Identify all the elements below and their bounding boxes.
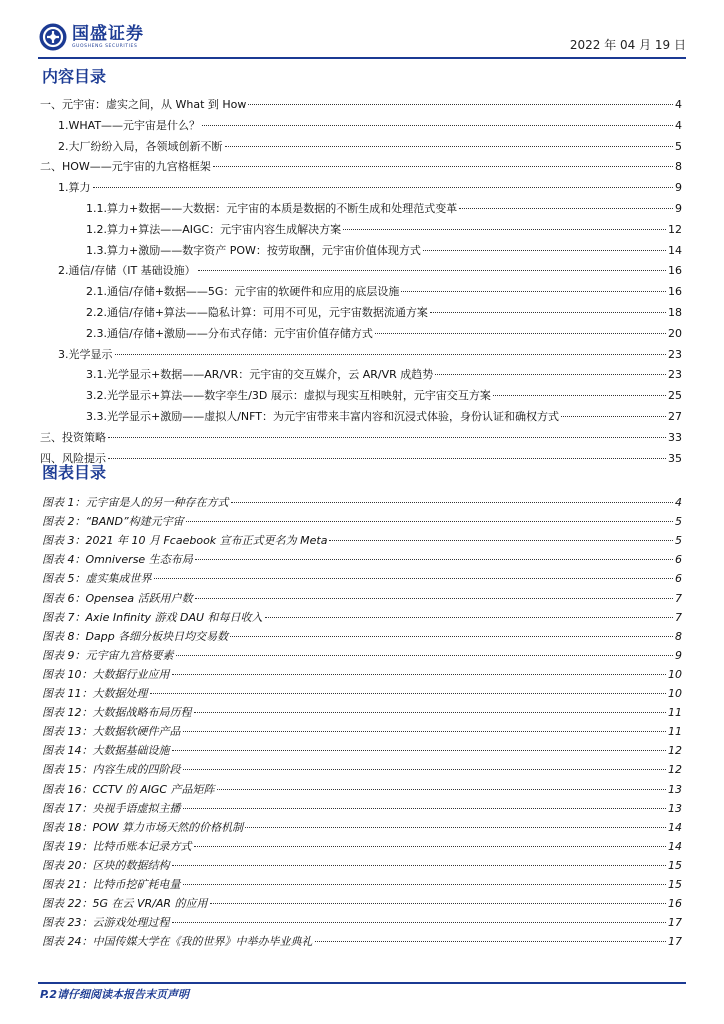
- figure-entry-page: 11: [668, 725, 682, 739]
- figure-entry-label: 图表 18：POW 算力市场天然的价格机制: [42, 820, 244, 834]
- dot-leader: [459, 208, 673, 209]
- dot-leader: [172, 674, 667, 675]
- dot-leader: [210, 903, 666, 904]
- figure-entry[interactable]: [42, 590, 682, 606]
- figure-entry-label: 图表 22：5G 在云 VR/AR 的应用: [42, 897, 208, 911]
- figure-entry[interactable]: [42, 876, 682, 892]
- figure-entry-label: 图表 17：央视手语虚拟主播: [42, 801, 181, 815]
- figure-entry-page: 14: [668, 820, 682, 834]
- figure-entry-page: 12: [668, 763, 682, 777]
- toc-title: 内容目录: [42, 67, 107, 86]
- toc-entry-label: 四、风险提示: [40, 451, 106, 465]
- figure-entry[interactable]: [42, 781, 682, 797]
- figure-entry-page: 11: [668, 706, 682, 720]
- company-logo: [38, 22, 144, 52]
- toc-entry-page: 23: [668, 368, 682, 382]
- dot-leader: [217, 789, 666, 790]
- toc-entry-label: 1.算力: [58, 181, 91, 195]
- report-date: 2022 年 04 月 19 日: [569, 38, 686, 52]
- toc-entry[interactable]: [86, 283, 682, 299]
- toc-entry-page: 23: [668, 347, 682, 361]
- figure-entry[interactable]: [42, 857, 682, 873]
- toc-entry-page: 16: [668, 264, 682, 278]
- figure-entry[interactable]: [42, 914, 682, 930]
- toc-entry-page: 20: [668, 326, 682, 340]
- figure-entry[interactable]: [42, 933, 682, 949]
- dot-leader: [195, 559, 673, 560]
- dot-leader: [183, 769, 667, 770]
- toc-entry-label: 1.3.算力+激励——数字资产 POW：按劳取酬，元宇宙价值体现方式: [86, 243, 421, 257]
- dot-leader: [176, 655, 674, 656]
- toc-entry[interactable]: [86, 387, 682, 403]
- toc-entry-page: 33: [668, 430, 682, 444]
- figure-entry-label: 图表 11：大数据处理: [42, 687, 148, 700]
- figure-entry-label: 图表 3：2021 年 10 月 Fcaebook 宣布正式更名为 Meta: [42, 534, 328, 548]
- toc-entry[interactable]: [86, 325, 682, 341]
- figure-entry-label: 图表 20：区块的数据结构: [42, 858, 170, 872]
- toc-entry-label: 1.WHAT——元宇宙是什么？: [58, 118, 201, 132]
- figure-entry-page: 17: [668, 916, 682, 930]
- figure-entry[interactable]: [42, 513, 682, 529]
- dot-leader: [245, 827, 666, 828]
- figure-list-title: 图表目录: [42, 463, 107, 482]
- figure-entry-page: 6: [675, 572, 682, 586]
- toc-entry-page: 27: [668, 410, 682, 423]
- dot-leader: [231, 502, 674, 503]
- figure-entry[interactable]: [42, 761, 682, 777]
- toc-entry-page: 8: [675, 160, 682, 174]
- dot-leader: [435, 374, 666, 375]
- figure-entry-label: 图表 6：Opensea 活跃用户数: [42, 591, 193, 605]
- dot-leader: [430, 312, 666, 313]
- toc-entry-label: 一、元宇宙：虚实之间，从 What 到 How: [40, 98, 247, 111]
- dot-leader: [150, 693, 667, 694]
- footer-divider: [38, 982, 686, 984]
- dot-leader: [375, 333, 666, 334]
- dot-leader: [230, 636, 673, 637]
- figure-entry-label: 图表 4：Omniverse 生态布局: [42, 553, 193, 567]
- dot-leader: [108, 437, 666, 438]
- toc-entry-page: 18: [668, 306, 682, 319]
- dot-leader: [183, 808, 667, 809]
- toc-entry[interactable]: [86, 408, 682, 424]
- figure-entry-page: 16: [668, 897, 682, 911]
- figure-entry[interactable]: [42, 685, 682, 701]
- toc-entry-page: 16: [668, 285, 682, 299]
- figure-entry-label: 图表 15：内容生成的四阶段: [42, 763, 181, 777]
- figure-entry-label: 图表 16：CCTV 的 AIGC 产品矩阵: [42, 782, 215, 796]
- dot-leader: [115, 354, 667, 355]
- toc-entry-label: 三、投资策略: [40, 430, 106, 444]
- figure-entry-page: 13: [668, 801, 682, 815]
- figure-entry-label: 图表 5：虚实集成世界: [42, 572, 152, 586]
- dot-leader: [195, 598, 673, 599]
- figure-entry-page: 7: [675, 610, 682, 624]
- figure-entry[interactable]: [42, 704, 682, 720]
- figure-entry-page: 10: [668, 667, 682, 681]
- toc-entry-label: 2.通信/存储（IT 基础设施）: [58, 264, 196, 278]
- logo-chinese-name: 国盛证券: [72, 24, 144, 44]
- toc-entry-page: 5: [675, 139, 682, 153]
- figure-entry-page: 12: [668, 744, 682, 758]
- toc-entry-label: 3.光学显示: [58, 347, 113, 361]
- toc-entry-page: 14: [668, 243, 682, 257]
- toc-entry[interactable]: [40, 429, 682, 445]
- toc-entry-label: 2.大厂纷纷入局，各领域创新不断: [58, 139, 223, 153]
- dot-leader: [561, 416, 666, 417]
- toc-entry[interactable]: [86, 242, 682, 258]
- dot-leader: [198, 270, 666, 271]
- figure-entry-label: 图表 8：Dapp 各细分板块日均交易数: [42, 629, 229, 643]
- figure-entry-page: 9: [675, 648, 682, 662]
- figure-entry-label: 图表 13：大数据软硬件产品: [42, 725, 181, 739]
- dot-leader: [202, 125, 673, 126]
- toc-entry-page: 12: [668, 222, 682, 236]
- dot-leader: [248, 104, 673, 105]
- dot-leader: [343, 229, 666, 230]
- figure-entry-label: 图表 10：大数据行业应用: [42, 667, 170, 681]
- dot-leader: [154, 578, 674, 579]
- figure-entry-page: 10: [668, 687, 682, 700]
- footer-disclaimer: P.2请仔细阅读本报告末页声明: [40, 988, 190, 1001]
- toc-entry-label: 3.1.光学显示+数据——AR/VR：元宇宙的交互媒介，云 AR/VR 成趋势: [86, 368, 434, 382]
- toc-entry-page: 25: [668, 389, 682, 403]
- guosheng-logo-icon: [38, 22, 68, 52]
- figure-entry-page: 5: [675, 534, 682, 548]
- dot-leader: [423, 250, 666, 251]
- figure-entry-page: 4: [675, 496, 682, 509]
- dot-leader: [194, 712, 667, 713]
- figure-entry[interactable]: [42, 723, 682, 739]
- figure-entry-page: 14: [668, 839, 682, 853]
- figure-entry[interactable]: [42, 647, 682, 663]
- figure-entry-page: 6: [675, 553, 682, 567]
- figure-entry-label: 图表 24：中国传媒大学在《我的世界》中举办毕业典礼: [42, 935, 313, 949]
- figure-entry-label: 图表 1：元宇宙是人的另一种存在方式: [42, 496, 229, 509]
- dot-leader: [183, 884, 667, 885]
- header-divider: [38, 57, 686, 59]
- figure-entry[interactable]: [42, 819, 682, 835]
- toc-entry-label: 2.2.通信/存储+算法——隐私计算：可用不可见，元宇宙数据流通方案: [86, 306, 428, 319]
- dot-leader: [194, 846, 667, 847]
- dot-leader: [172, 865, 667, 866]
- figure-entry[interactable]: [42, 838, 682, 854]
- toc-entry[interactable]: [40, 96, 682, 112]
- logo-english-name: GUOSHENG SECURITIES: [72, 44, 138, 49]
- toc-entry[interactable]: [86, 366, 682, 382]
- dot-leader: [493, 395, 666, 396]
- toc-entry[interactable]: [58, 262, 682, 278]
- figure-entry-label: 图表 19：比特币账本记录方式: [42, 839, 192, 853]
- figure-entry[interactable]: [42, 895, 682, 911]
- figure-entry-page: 15: [668, 858, 682, 872]
- toc-entry-page: 4: [675, 118, 682, 132]
- toc-entry-page: 9: [675, 202, 682, 215]
- figure-entry-page: 17: [668, 935, 682, 949]
- toc-entry-label: 3.3.光学显示+激励——虚拟人/NFT：为元宇宙带来丰富内容和沉浸式体验，身份认证和确权方式: [86, 410, 559, 423]
- figure-entry[interactable]: [42, 609, 682, 625]
- toc-entry-page: 4: [675, 98, 682, 111]
- toc-entry-page: 35: [668, 451, 682, 465]
- toc-entry-label: 1.2.算力+算法——AIGC：元宇宙内容生成解决方案: [86, 222, 342, 236]
- figure-entry[interactable]: [42, 494, 682, 510]
- toc-entry[interactable]: [86, 200, 682, 216]
- toc-entry[interactable]: [58, 346, 682, 362]
- figure-entry-label: 图表 21：比特币挖矿耗电量: [42, 878, 181, 891]
- dot-leader: [315, 941, 667, 942]
- figure-entry-label: 图表 7：Axie Infinity 游戏 DAU 和每日收入: [42, 610, 263, 624]
- toc-entry-label: 1.1.算力+数据——大数据：元宇宙的本质是数据的不断生成和处理范式变革: [86, 202, 458, 215]
- toc-entry[interactable]: [40, 450, 682, 466]
- figure-entry[interactable]: [42, 551, 682, 567]
- dot-leader: [93, 187, 674, 188]
- figure-entry-label: 图表 14：大数据基础设施: [42, 744, 170, 758]
- toc-entry[interactable]: [58, 117, 682, 133]
- figure-entry[interactable]: [42, 532, 682, 548]
- toc-entry[interactable]: [58, 179, 682, 195]
- toc-entry-label: 3.2.光学显示+算法——数字孪生/3D 展示：虚拟与现实互相映射，元宇宙交互方案: [86, 389, 491, 403]
- figure-entry-label: 图表 23：云游戏处理过程: [42, 916, 170, 930]
- dot-leader: [401, 291, 666, 292]
- toc-entry-label: 2.3.通信/存储+激励——分布式存储：元宇宙价值存储方式: [86, 326, 373, 340]
- figure-entry-page: 7: [675, 591, 682, 605]
- toc-entry[interactable]: [86, 304, 682, 320]
- figure-entry[interactable]: [42, 666, 682, 682]
- dot-leader: [172, 922, 667, 923]
- dot-leader: [108, 458, 666, 459]
- dot-leader: [172, 750, 667, 751]
- dot-leader: [329, 540, 673, 541]
- figure-entry[interactable]: [42, 628, 682, 644]
- figure-entry-label: 图表 12：大数据战略布局历程: [42, 706, 192, 720]
- dot-leader: [225, 146, 674, 147]
- figure-entry-label: 图表 9：元宇宙九宫格要素: [42, 648, 174, 662]
- figure-entry-page: 5: [675, 515, 682, 529]
- figure-entry[interactable]: [42, 742, 682, 758]
- toc-entry[interactable]: [58, 138, 682, 154]
- figure-entry[interactable]: [42, 570, 682, 586]
- toc-entry[interactable]: [40, 158, 682, 174]
- figure-entry-page: 8: [675, 629, 682, 643]
- toc-entry-page: 9: [675, 181, 682, 195]
- figure-entry-page: 15: [668, 878, 682, 891]
- figure-entry-page: 13: [668, 782, 682, 796]
- toc-entry[interactable]: [86, 221, 682, 237]
- page-header: [38, 18, 686, 56]
- dot-leader: [183, 731, 667, 732]
- toc-entry-label: 2.1.通信/存储+数据——5G：元宇宙的软硬件和应用的底层设施: [86, 285, 400, 299]
- figure-entry[interactable]: [42, 800, 682, 816]
- dot-leader: [265, 617, 673, 618]
- dot-leader: [186, 521, 673, 522]
- toc-entry-label: 二、HOW——元宇宙的九宫格框架: [40, 160, 211, 174]
- dot-leader: [213, 166, 673, 167]
- figure-entry-label: 图表 2：“BAND”构建元宇宙: [42, 515, 184, 529]
